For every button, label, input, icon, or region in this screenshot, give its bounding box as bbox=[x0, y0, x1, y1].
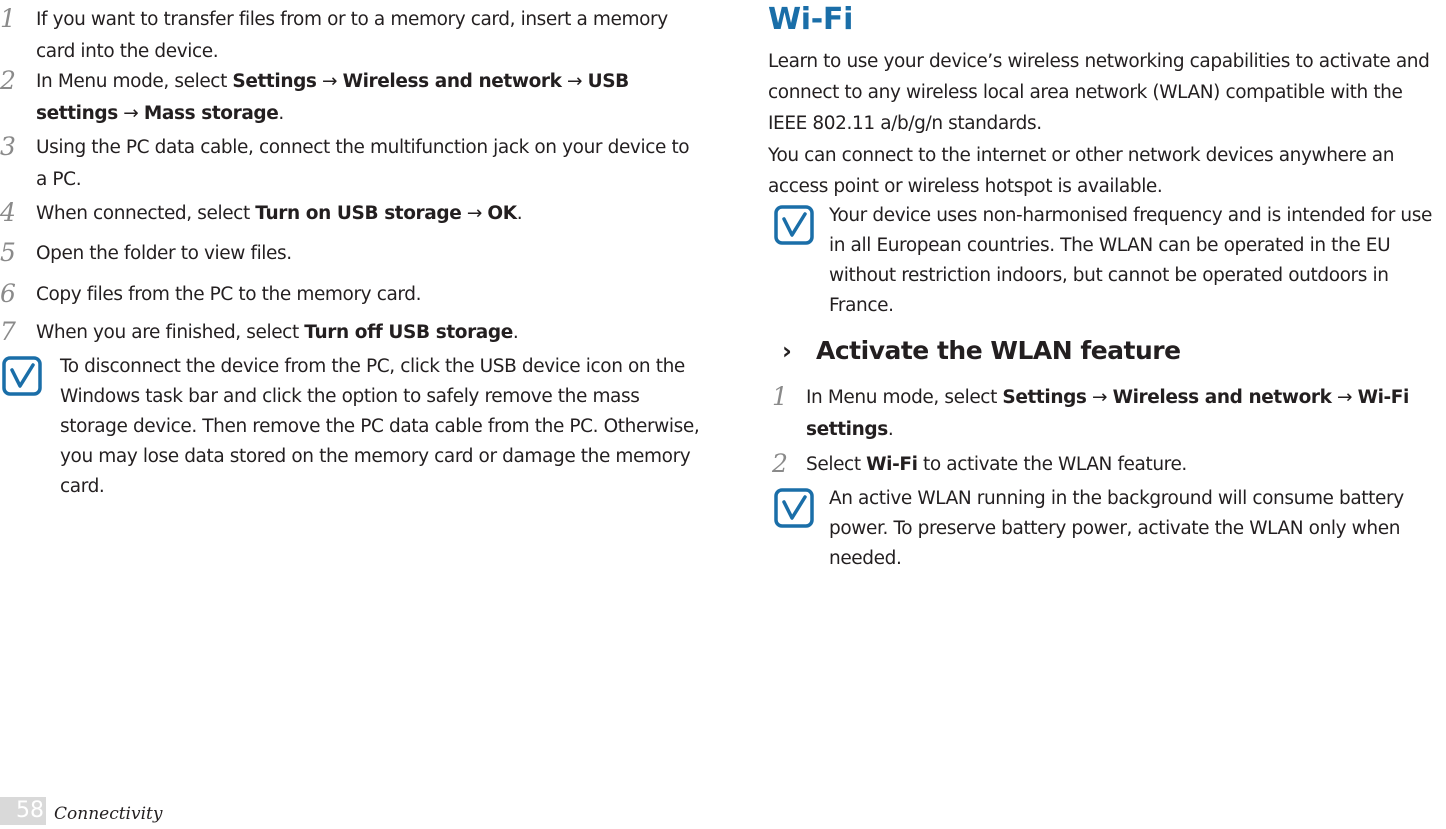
step-text: Open the folder to view files. bbox=[36, 243, 292, 264]
subsection-heading bbox=[768, 336, 1181, 365]
subsection-title: Activate the WLAN feature bbox=[816, 336, 1181, 365]
step-number: 3 bbox=[0, 132, 16, 161]
step-text: If you want to transfer files from or to a memory card, insert a memory card into the device. bbox=[36, 9, 668, 62]
step-number: 2 bbox=[0, 66, 16, 95]
note-icon bbox=[2, 356, 42, 396]
section-title: Wi-Fi bbox=[768, 2, 854, 37]
section-label: Connectivity bbox=[54, 804, 163, 824]
step-text: In Menu mode, select Settings → Wireless and network → Wi-Fi settings. bbox=[806, 387, 1409, 440]
note-text: An active WLAN running in the background will consume battery power. To preserve battery power, activate the WLAN only when needed. bbox=[829, 488, 1404, 569]
note-text: Your device uses non-harmonised frequency and is intended for use in all European countries. The WLAN can be operated in the EU without restriction indoors, but cannot be operated outdoors in France. bbox=[829, 205, 1432, 316]
step-number: 7 bbox=[0, 317, 16, 346]
step-text: Copy files from the PC to the memory card. bbox=[36, 284, 422, 305]
step-number: 5 bbox=[0, 238, 16, 267]
step-number: 4 bbox=[0, 198, 16, 227]
step-number: 2 bbox=[772, 449, 788, 478]
page-number: 58 bbox=[0, 797, 46, 825]
step-number: 1 bbox=[0, 4, 16, 33]
step-text: When you are finished, select Turn off USB storage. bbox=[36, 322, 519, 343]
chevron-right-icon: › bbox=[782, 337, 792, 365]
step-text: When connected, select Turn on USB storage → OK. bbox=[36, 203, 523, 224]
note-text: To disconnect the device from the PC, click the USB device icon on the Windows task bar and click the option to safely remove the mass storage device. Then remove the PC data cable from the PC. Otherwise, you may lose data stored on the memory card or damage the memory card. bbox=[60, 356, 700, 497]
note-icon bbox=[774, 205, 814, 245]
intro-paragraph-2: You can connect to the internet or other network devices anywhere an access point or wireless hotspot is available. bbox=[768, 145, 1395, 197]
step-number: 6 bbox=[0, 279, 16, 308]
step-text: Select Wi-Fi to activate the WLAN feature. bbox=[806, 454, 1187, 475]
step-text: Using the PC data cable, connect the multifunction jack on your device to a PC. bbox=[36, 137, 690, 190]
step-text: In Menu mode, select Settings → Wireless and network → USB settings → Mass storage. bbox=[36, 71, 629, 124]
intro-paragraph: Learn to use your device’s wireless networking capabilities to activate and connect to any wireless local area network (WLAN) compatible with the IEEE 802.11 a/b/g/n standards. bbox=[768, 51, 1430, 134]
step-number: 1 bbox=[772, 382, 788, 411]
note-icon bbox=[774, 488, 814, 528]
